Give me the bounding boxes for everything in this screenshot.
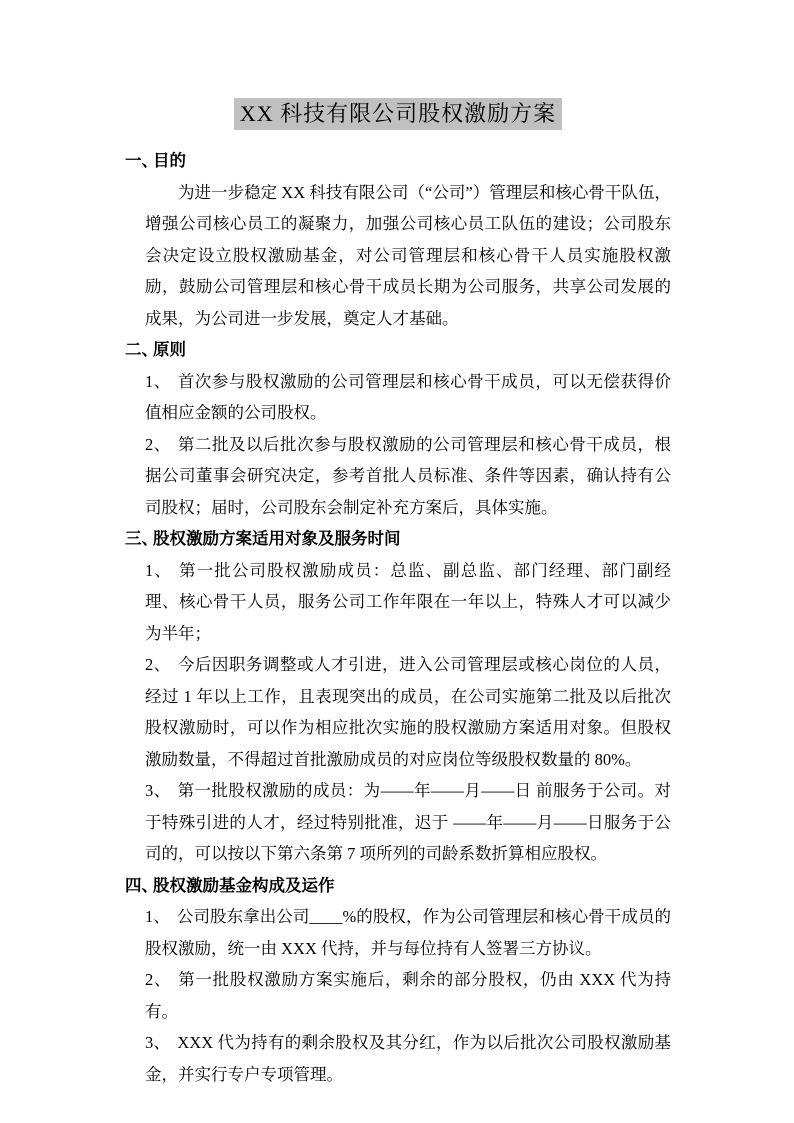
section-heading-label: 目的 [153, 151, 186, 170]
list-item [145, 901, 671, 964]
purpose-paragraph: 为进一步稳定 XX 科技有限公司（“公司”）管理层和核心骨干队伍，增强公司核心员工的凝聚力，加强公司核心员工队伍的建设；公司股东会决定设立股权激励基金，对公司管理层和核心骨干人员实施股权激励，鼓励公司管理层和核心骨干成员长期为公司服务，共享公司发展的成果，为公司进一步发展，奠定人才基础。 [145, 182, 671, 328]
item-number: 2、 [145, 655, 171, 674]
item-text: 第一批公司股权激励成员：总监、副总监、部门经理、部门副经理、核心骨干人员，服务公司工作年限在一年以上，特殊人才可以减少为半年； [145, 560, 672, 643]
section-applicable-targets [125, 523, 671, 870]
fill-in-blank: ____ [309, 907, 343, 926]
item-number: 1、 [145, 907, 170, 926]
section-heading-3 [125, 523, 671, 555]
section-purpose [125, 145, 671, 334]
document-content [125, 95, 671, 1090]
item-text-after-blank: %的股权，作为公司管理层和核心骨干成员的股权激励，统一由 XXX 代持，并与每位持有人签署三方协议。 [145, 907, 672, 958]
item-text: 第一批股权激励的成员：为——年——月——日 前服务于公司。对于特殊引进的人才，经过特别批准，迟于 ——年——月——日服务于公司的，可以按以下第六条第 7 项所列的司龄系数折算相应股权。 [145, 781, 672, 863]
item-text: 首次参与股权激励的公司管理层和核心骨干成员，可以无偿获得价值相应金额的公司股权。 [145, 371, 672, 422]
item-number: 1、 [145, 371, 171, 391]
section-heading-2 [125, 334, 671, 366]
list-item [145, 555, 671, 650]
item-number: 3、 [145, 781, 171, 800]
list-item [145, 775, 671, 870]
section-heading-label: 股权激励基金构成及运作 [153, 875, 335, 895]
list-item [145, 649, 671, 775]
list-item [145, 1027, 671, 1090]
item-text: 第二批及以后批次参与股权激励的公司管理层和核心骨干成员，根据公司董事会研究决定，参考首批人员标准、条件等因素，确认持有公司股权；届时，公司股东会制定补充方案后，具体实施。 [145, 434, 672, 517]
item-text: XXX 代为持有的剩余股权及其分红，作为以后批次公司股权激励基金，并实行专户专项管理。 [145, 1033, 672, 1084]
doc-title [125, 95, 671, 132]
item-number: 3、 [145, 1033, 171, 1052]
item-number: 1、 [145, 560, 172, 580]
section-principles [125, 334, 671, 523]
item-text-before-blank: 公司股东拿出公司 [176, 907, 310, 926]
list-item [145, 964, 671, 1027]
item-number: 2、 [145, 970, 172, 989]
section-number: 一、 [125, 151, 158, 170]
section-heading-label: 股权激励方案适用对象及服务时间 [153, 529, 401, 548]
section-number: 四、 [125, 875, 158, 895]
section-fund-structure [125, 870, 671, 1091]
list-item [145, 366, 671, 429]
section-heading-1 [125, 145, 671, 177]
doc-title-highlight: XX 科技有限公司股权激励方案 [234, 98, 562, 130]
section-heading-4 [125, 870, 671, 902]
list-item [145, 429, 671, 524]
item-text: 今后因职务调整或人才引进，进入公司管理层或核心岗位的人员，经过 1 年以上工作，且表现突出的成员，在公司实施第二批及以后批次股权激励时，可以作为相应批次实施的股权激励方案适用对象。但股权激励数量，不得超过首批激励成员的对应岗位等级股权数量的 80%。 [145, 655, 672, 769]
item-text: 第一批股权激励方案实施后，剩余的部分股权，仍由 XXX 代为持有。 [145, 970, 672, 1021]
section-number: 三、 [125, 529, 158, 548]
section-heading-label: 原则 [153, 340, 186, 359]
item-number: 2、 [145, 434, 171, 454]
section-number: 二、 [125, 340, 158, 359]
